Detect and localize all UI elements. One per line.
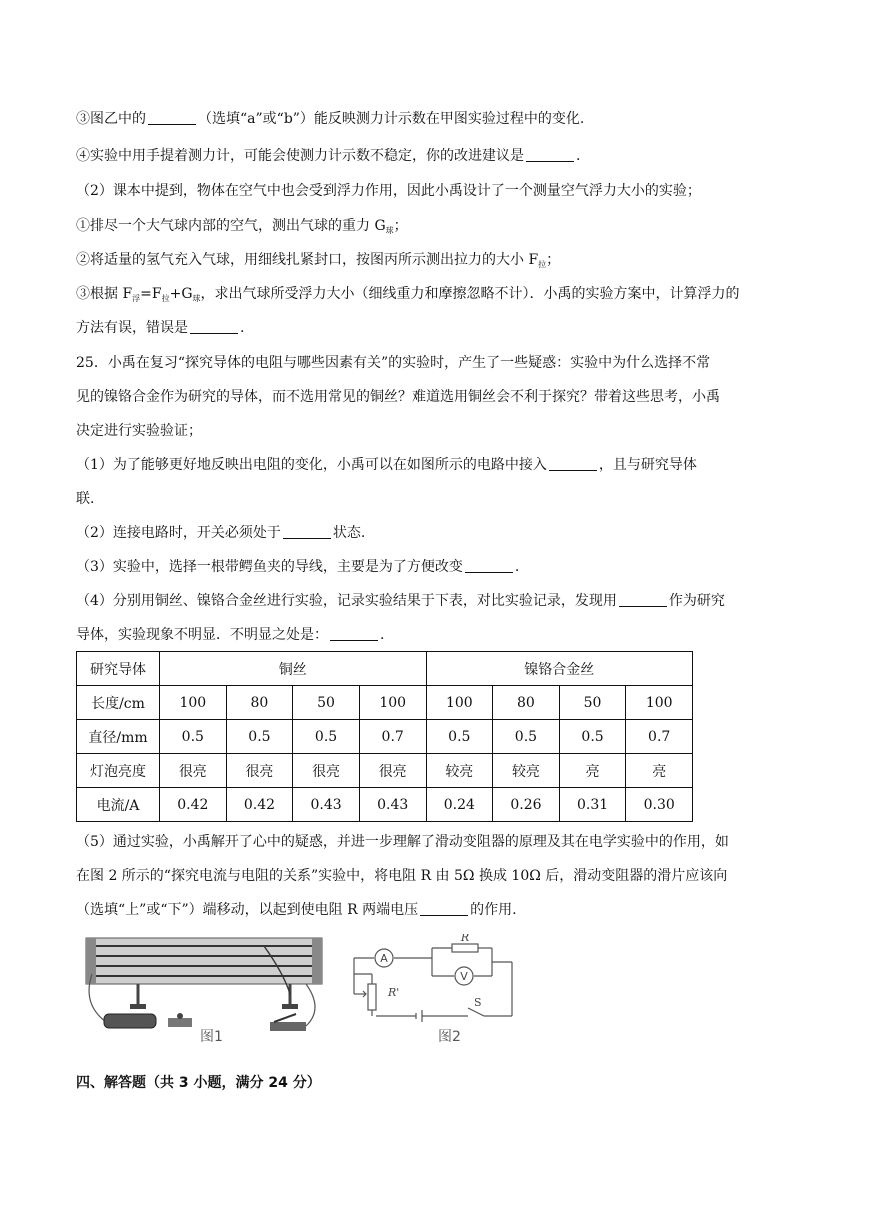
figure-2-circuit [344,934,524,1030]
text: （5）通过实验，小禹解开了心中的疑惑，并进一步理解了滑动变阻器的原理及其在电学实验中的作用，如 [76,834,729,850]
table-cell: 长度/cm [77,686,160,720]
table-row [77,686,693,720]
answer-blank [420,901,468,916]
table-row [77,720,693,754]
text: ④实验中用手提着测力计，可能会使测力计示数不稳定，你的改进建议是 [76,148,524,164]
text-line [76,454,697,476]
text: （2）课本中提到，物体在空气中也会受到浮力作用，因此小禹设计了一个测量空气浮力大小的实验； [76,183,701,199]
table-cell: 0.30 [626,788,693,822]
text: ，且与研究导体 [598,457,697,473]
text: （4）分别用铜丝、镍铬合金丝进行实验，记录实验结果于下表，对比实验记录，发现用 [76,593,617,609]
table-cell: 0.24 [426,788,493,822]
table-cell: 0.42 [160,788,227,822]
figure-1-caption: 图1 [200,1029,223,1045]
text-line [76,352,710,374]
subscript: 球 [385,226,394,235]
table-cell: 0.7 [359,720,426,754]
ammeter-label: A [380,952,388,965]
answer-blank [148,110,196,125]
section-heading: 四、解答题（共 3 小题，满分 24 分） [76,1075,321,1091]
table-cell: 很亮 [293,754,360,788]
figure-2-caption: 图2 [438,1029,461,1045]
text-line [76,590,725,612]
table-cell: 100 [160,686,227,720]
text: . [240,320,245,336]
table-cell: 50 [559,686,626,720]
text: ； [393,218,408,234]
table-cell: 亮 [626,754,693,788]
table-cell: 0.43 [293,788,360,822]
answer-blank [190,319,238,334]
text-line [76,831,729,853]
text: 在图 2 所示的“探究电流与电阻的关系”实验中，将电阻 R 由 5Ω 换成 10Ω 后，滑动变阻器的滑片应该向 [76,868,728,884]
table-cell: 铜丝 [160,652,427,686]
text-line [76,215,408,242]
text: （选填“a”或“b”）能反映测力计示数在甲图实验过程中的变化. [198,111,585,127]
text: ②将适量的氢气充入气球，用细线扎紧封口，按图丙所示测出拉力的大小 F [76,252,539,268]
results-table [76,651,693,822]
text: . [380,627,385,643]
text: 的作用. [470,902,517,918]
table-cell: 100 [426,686,493,720]
table-cell: 很亮 [359,754,426,788]
table-cell: 研究导体 [77,652,160,686]
table-cell: 灯泡亮度 [77,754,160,788]
text-line [76,624,384,646]
table-cell: 直径/mm [77,720,160,754]
table-cell: 较亮 [493,754,560,788]
text-line [76,317,244,339]
table-cell: 镍铬合金丝 [426,652,693,686]
table-cell: 0.5 [426,720,493,754]
text: （2）连接电路时，开关必须处于 [76,525,281,541]
table-cell: 很亮 [160,754,227,788]
switch-label: S [474,996,482,1009]
text: 导体，实验现象不明显．不明显之处是： [76,627,328,643]
table-cell: 电流/A [77,788,160,822]
question-text: 决定进行实验验证； [76,423,202,439]
answer-blank [526,147,574,162]
text: ③图乙中的 [76,111,146,127]
text: 联. [76,491,95,507]
table-cell: 80 [226,686,293,720]
text: 状态. [332,525,366,541]
table-cell: 100 [626,686,693,720]
text: =F [140,286,162,302]
text-line [76,899,517,921]
text-line [76,108,584,130]
table-cell: 0.5 [226,720,293,754]
table-cell: 50 [293,686,360,720]
table-cell: 0.5 [160,720,227,754]
table-row [77,788,693,822]
text-line [76,420,202,442]
answer-blank [619,592,667,607]
subscript: 浮 [132,294,141,303]
table-cell: 0.5 [559,720,626,754]
text: ，求出气球所受浮力大小（细线重力和摩擦忽略不计）．小禹的实验方案中，计算浮力的 [200,286,740,302]
text: （选填“上”或“下”）端移动，以起到使电阻 R 两端电压 [76,902,419,918]
text: （3）实验中，选择一根带鳄鱼夹的导线，主要是为了方便改变 [76,559,463,575]
table-cell: 0.43 [359,788,426,822]
rheostat-label: R' [388,986,400,999]
voltmeter-label: V [460,970,468,983]
text: . [514,559,520,575]
answer-blank [465,558,513,573]
text: ； [546,252,561,268]
table-cell: 0.26 [493,788,560,822]
resistor-label: R [460,934,470,944]
subscript: 拉 [161,294,170,303]
text: +G [169,286,193,302]
text: 作为研究 [668,593,725,609]
text-line [76,865,727,887]
text: ①排尽一个大气球内部的空气，测出气球的重力 G [76,218,386,234]
table-cell: 100 [359,686,426,720]
text: . [576,148,581,164]
table-cell: 0.31 [559,788,626,822]
table-cell: 很亮 [226,754,293,788]
text: ③根据 F [76,286,133,302]
answer-blank [330,626,378,641]
text-line [76,145,580,167]
table-cell: 0.5 [493,720,560,754]
answer-blank [549,456,597,471]
text-line [76,180,701,202]
text-line [76,522,365,544]
table-cell: 0.5 [293,720,360,754]
table-cell: 亮 [559,754,626,788]
text-line [76,283,740,310]
text-line [76,386,720,408]
table-row [77,754,693,788]
table-cell: 0.42 [226,788,293,822]
table-header-row [77,652,693,686]
text-line [76,249,560,276]
subscript: 球 [192,294,201,303]
answer-blank [283,524,331,539]
question-text: 见的镍铬合金作为研究的导体，而不选用常见的铜丝？难道选用铜丝会不利于探究？带着这些思考，小禹 [76,389,720,405]
text-line [76,556,519,578]
question-text: 25．小禹在复习“探究导体的电阻与哪些因素有关”的实验时，产生了一些疑惑：实验中为什么选择不常 [76,355,711,371]
text: （1）为了能够更好地反映出电阻的变化，小禹可以在如图所示的电路中接入 [76,457,547,473]
table-cell: 80 [493,686,560,720]
table-cell: 较亮 [426,754,493,788]
subscript: 拉 [538,260,547,269]
table-cell: 0.7 [626,720,693,754]
text-line [76,488,94,510]
text: 方法有误，错误是 [76,320,188,336]
